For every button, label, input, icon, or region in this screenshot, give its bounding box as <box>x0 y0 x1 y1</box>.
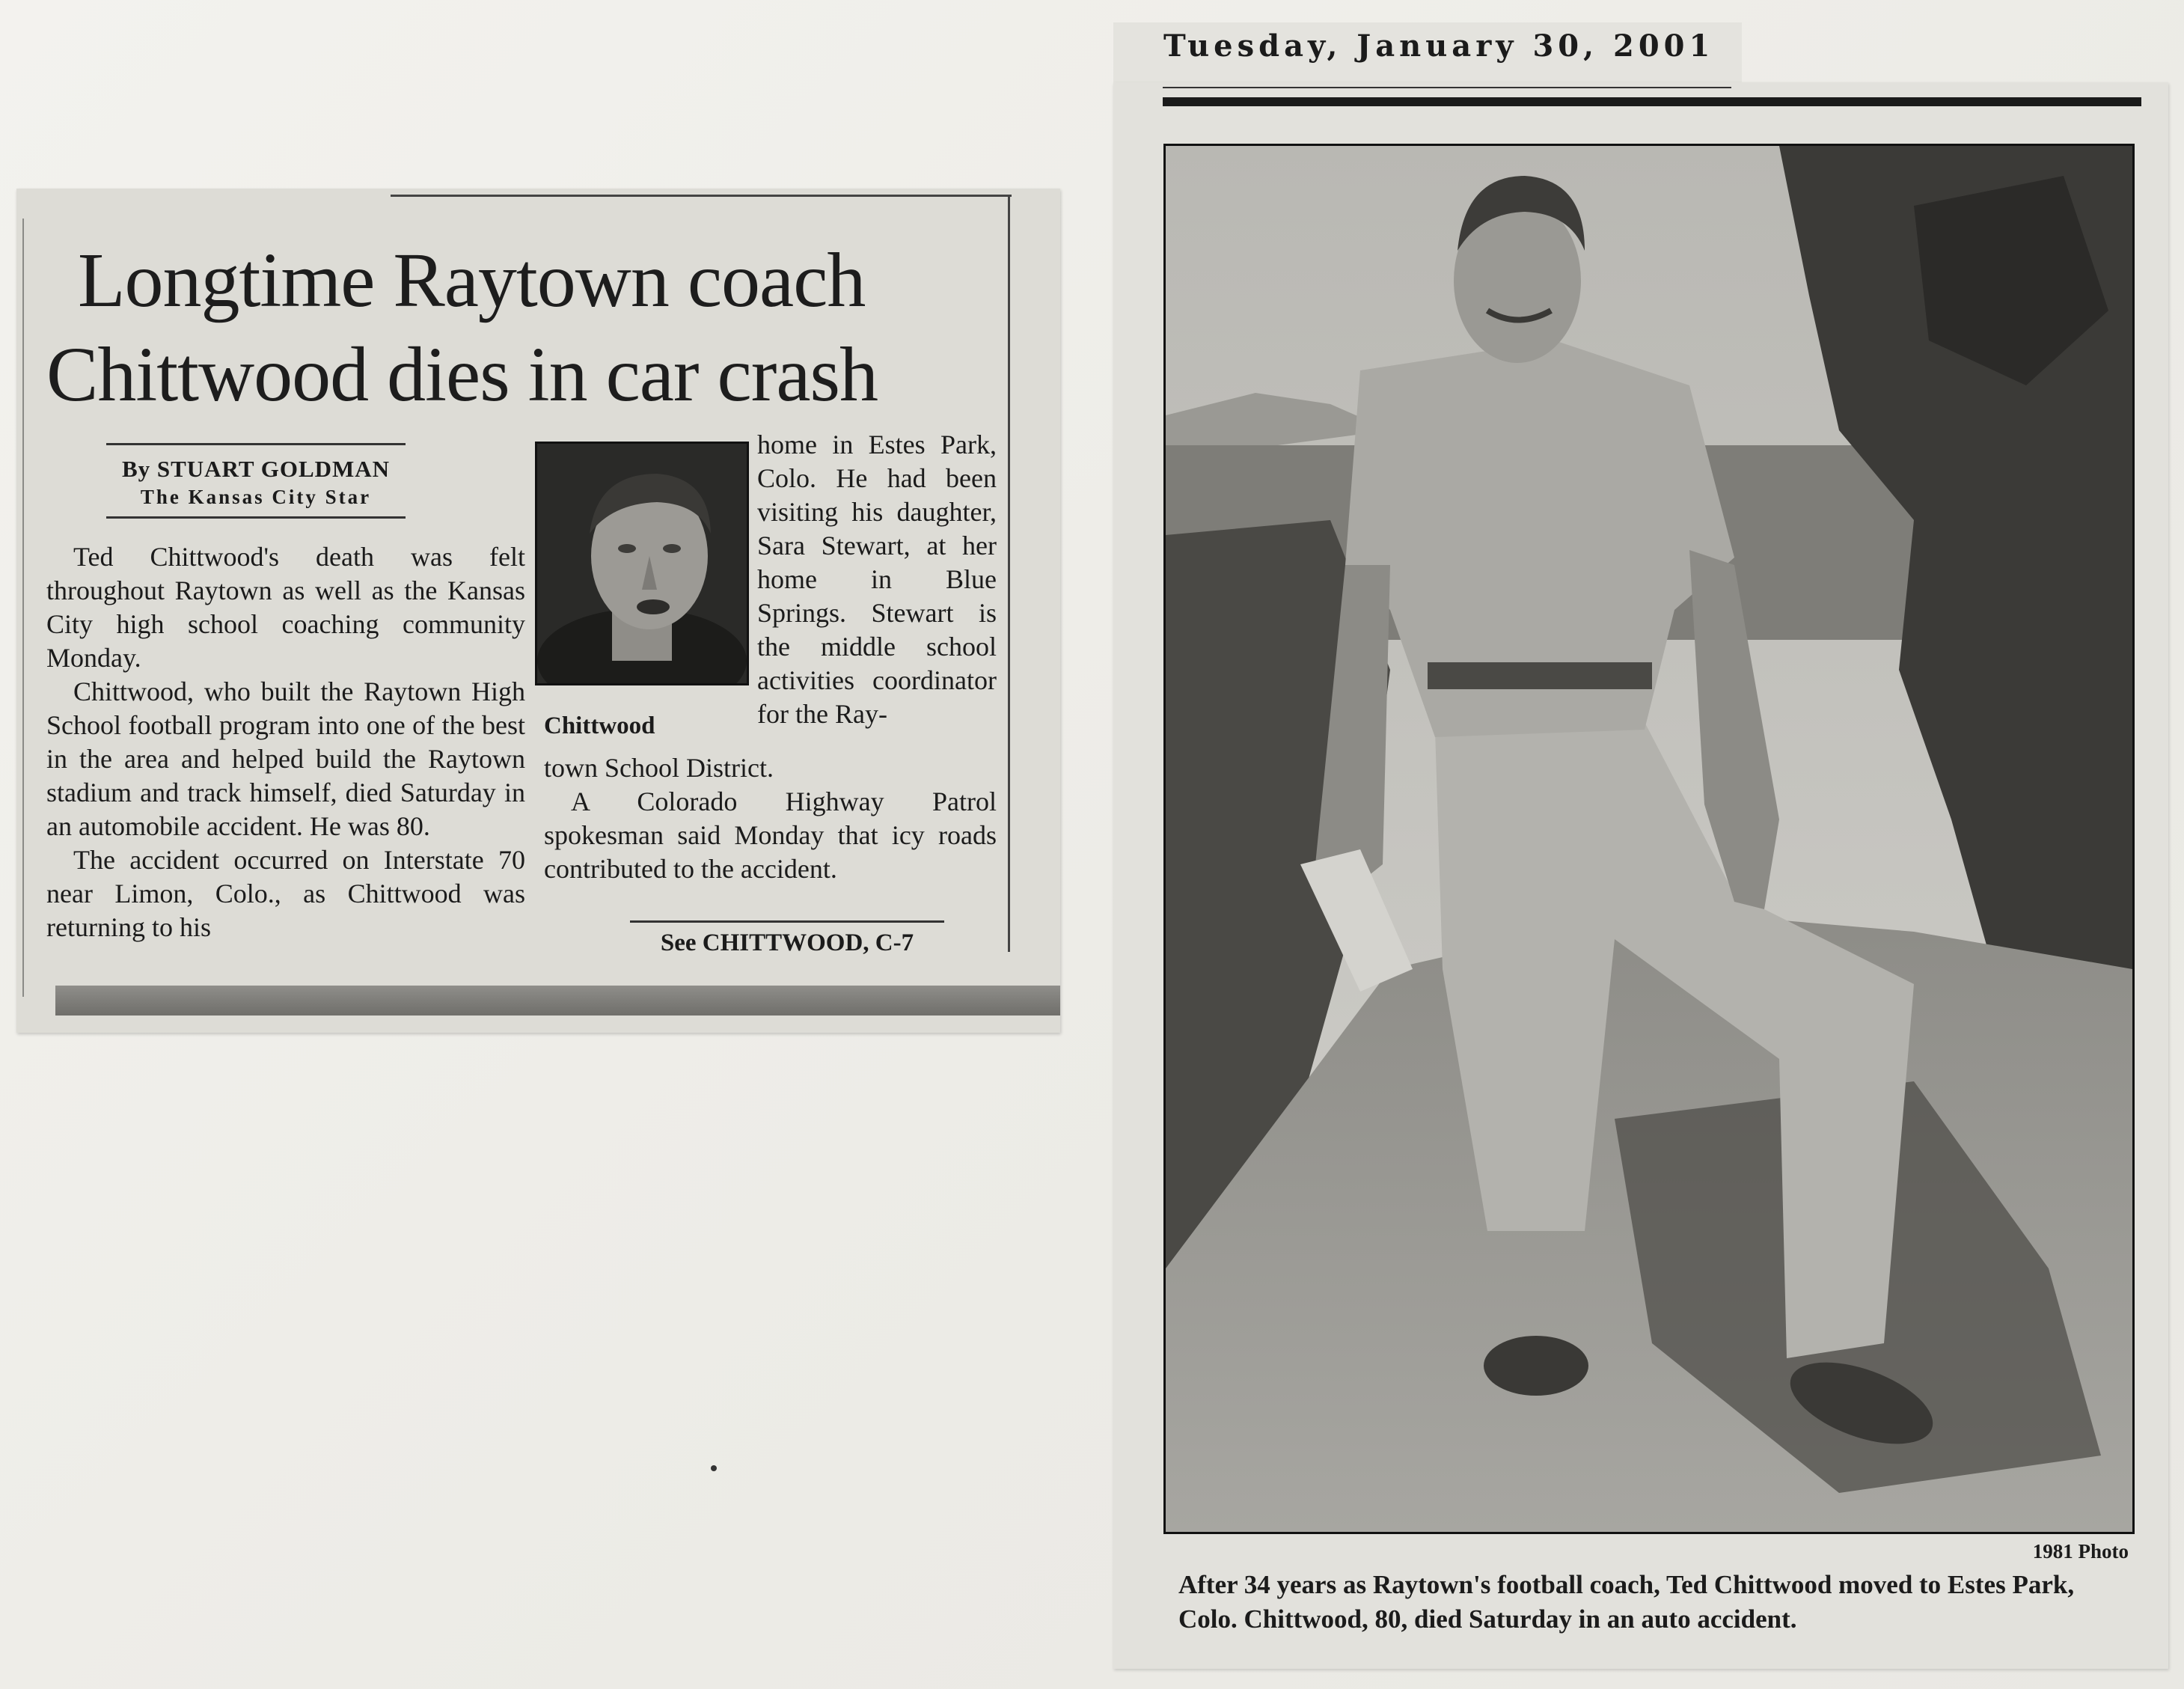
portrait-illustration <box>537 444 747 683</box>
byline-rule-top <box>106 443 406 445</box>
article-column-2-bottom <box>544 751 997 886</box>
jump-line: See CHITTWOOD, C-7 <box>660 929 914 956</box>
paper-speck <box>711 1465 717 1471</box>
source: The Kansas City Star <box>140 486 372 508</box>
headline-line-1: Longtime Raytown coach <box>78 237 866 323</box>
masthead-rule <box>1163 97 2141 106</box>
coach-photo <box>1163 144 2135 1534</box>
mugshot-photo <box>535 442 749 685</box>
paragraph: Chittwood, who built the Raytown High School football program into one of the best in the area and helped build the Raytown stadium and track himself, died Saturday in an automobile accident. He was 80. <box>46 676 525 841</box>
dateline: Tuesday, January 30, 2001 <box>1163 28 1715 64</box>
top-rule <box>391 195 1012 197</box>
headline <box>46 233 997 422</box>
column-rule <box>1008 196 1010 952</box>
byline-rule-bottom <box>106 516 406 519</box>
paragraph: Ted Chittwood's death was felt throughout Raytown as well as the Kansas City high school coaching community Monday. <box>46 542 525 673</box>
clipping-edge <box>22 219 24 997</box>
coach-photo-illustration <box>1166 146 2132 1532</box>
mugshot-caption: Chittwood <box>544 712 655 739</box>
byline-block <box>106 443 406 519</box>
jump-rule <box>630 920 944 923</box>
article-column-2-top <box>757 428 997 731</box>
bottom-shadow-band <box>55 986 1060 1015</box>
photo-caption: After 34 years as Raytown's football coach, Ted Chittwood moved to Estes Park, Colo. Chittwood, 80, died Saturday in an auto accident. <box>1178 1570 2075 1634</box>
photo-credit: 1981 Photo <box>2032 1540 2129 1563</box>
byline: By STUART GOLDMAN <box>121 456 391 482</box>
headline-line-2: Chittwood dies in car crash <box>46 332 878 418</box>
paragraph: The accident occurred on Interstate 70 near Limon, Colo., as Chittwood was returning to his <box>46 845 525 942</box>
article-column-1 <box>46 540 525 944</box>
paragraph: town School District. <box>544 753 774 783</box>
article-clipping <box>16 189 1060 1033</box>
dateline-rule <box>1163 87 1731 88</box>
paragraph: A Colorado Highway Patrol spokesman said Monday that icy roads contributed to the accident. <box>544 787 997 884</box>
paragraph: home in Estes Park, Colo. He had been visiting his daughter, Sara Stewart, at her home in Blue Springs. Stewart is the middle school activities coordinator for the Ray- <box>757 430 997 729</box>
